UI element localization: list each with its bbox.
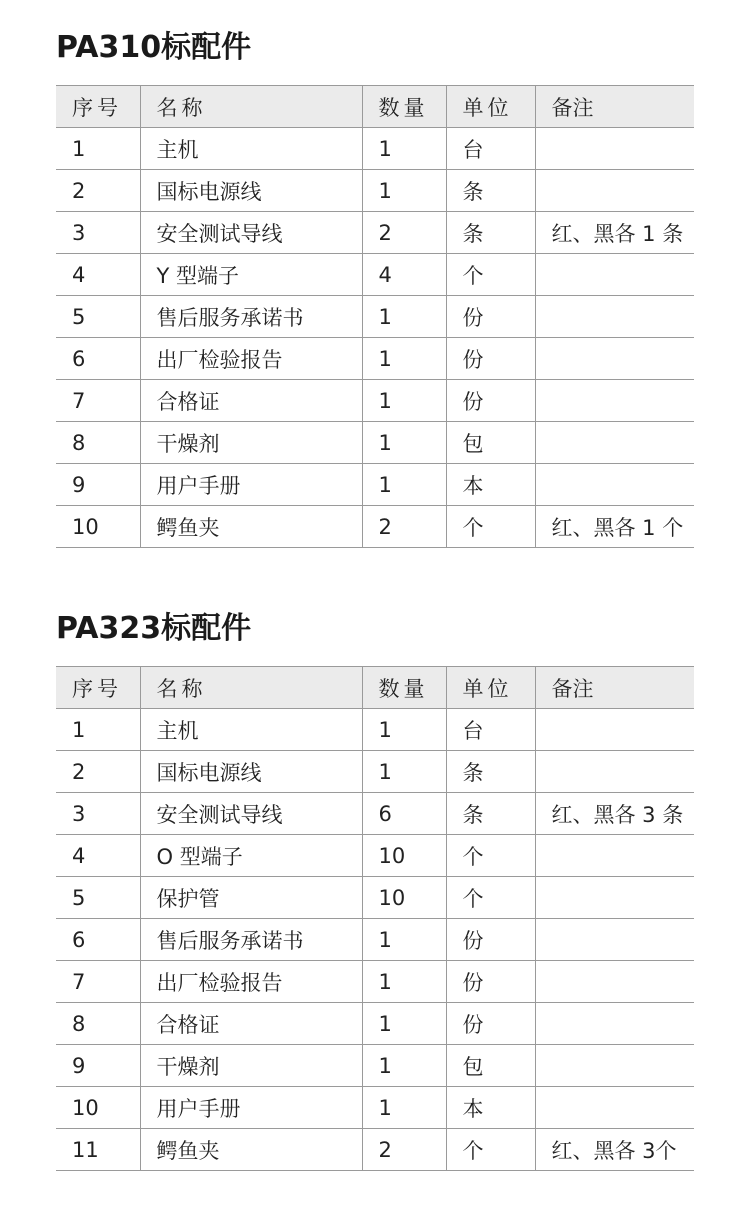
cell-seq: 1 — [56, 709, 140, 751]
accessories-table — [56, 666, 694, 1171]
cell-seq: 1 — [56, 128, 140, 170]
cell-remark — [535, 338, 694, 380]
cell-qty: 1 — [362, 464, 446, 506]
cell-remark — [535, 709, 694, 751]
table-header-row — [56, 667, 694, 709]
cell-seq: 9 — [56, 464, 140, 506]
cell-remark: 红、黑各 3 条 — [535, 793, 694, 835]
cell-qty: 1 — [362, 296, 446, 338]
table-header-row — [56, 86, 694, 128]
table-row — [56, 709, 694, 751]
table-row — [56, 128, 694, 170]
table-row — [56, 170, 694, 212]
cell-seq: 9 — [56, 1045, 140, 1087]
table-row — [56, 1087, 694, 1129]
cell-seq: 5 — [56, 296, 140, 338]
cell-name: 主机 — [140, 128, 362, 170]
table-row — [56, 1129, 694, 1171]
cell-unit: 台 — [446, 709, 535, 751]
table-row — [56, 422, 694, 464]
cell-name: 安全测试导线 — [140, 212, 362, 254]
table-row — [56, 1045, 694, 1087]
cell-remark — [535, 835, 694, 877]
cell-remark — [535, 128, 694, 170]
cell-seq: 10 — [56, 506, 140, 548]
table-row — [56, 835, 694, 877]
cell-qty: 1 — [362, 709, 446, 751]
cell-seq: 10 — [56, 1087, 140, 1129]
header-qty: 数量 — [362, 667, 446, 709]
header-seq: 序号 — [56, 86, 140, 128]
cell-unit: 个 — [446, 835, 535, 877]
cell-seq: 2 — [56, 751, 140, 793]
table-row — [56, 961, 694, 1003]
cell-unit: 份 — [446, 961, 535, 1003]
cell-seq: 6 — [56, 919, 140, 961]
cell-unit: 个 — [446, 506, 535, 548]
cell-name: 合格证 — [140, 380, 362, 422]
cell-qty: 6 — [362, 793, 446, 835]
table-row — [56, 296, 694, 338]
cell-name: 鳄鱼夹 — [140, 506, 362, 548]
cell-seq: 4 — [56, 254, 140, 296]
cell-qty: 10 — [362, 835, 446, 877]
table-row — [56, 212, 694, 254]
cell-remark: 红、黑各 1 条 — [535, 212, 694, 254]
cell-seq: 8 — [56, 422, 140, 464]
cell-seq: 7 — [56, 380, 140, 422]
header-unit: 单位 — [446, 667, 535, 709]
cell-seq: 6 — [56, 338, 140, 380]
cell-qty: 2 — [362, 212, 446, 254]
header-qty: 数量 — [362, 86, 446, 128]
table-row — [56, 338, 694, 380]
header-remark: 备注 — [535, 667, 694, 709]
cell-remark — [535, 254, 694, 296]
cell-unit: 包 — [446, 1045, 535, 1087]
cell-qty: 1 — [362, 1087, 446, 1129]
table-row — [56, 793, 694, 835]
cell-qty: 1 — [362, 919, 446, 961]
cell-name: 鳄鱼夹 — [140, 1129, 362, 1171]
cell-remark — [535, 464, 694, 506]
cell-name: 国标电源线 — [140, 751, 362, 793]
cell-remark: 红、黑各 3个 — [535, 1129, 694, 1171]
cell-unit: 份 — [446, 1003, 535, 1045]
cell-seq: 3 — [56, 212, 140, 254]
cell-qty: 2 — [362, 506, 446, 548]
accessories-table — [56, 85, 694, 548]
cell-remark — [535, 1087, 694, 1129]
cell-name: 用户手册 — [140, 1087, 362, 1129]
cell-name: 安全测试导线 — [140, 793, 362, 835]
cell-name: 出厂检验报告 — [140, 338, 362, 380]
cell-seq: 2 — [56, 170, 140, 212]
table-row — [56, 464, 694, 506]
cell-unit: 条 — [446, 212, 535, 254]
cell-unit: 条 — [446, 751, 535, 793]
cell-name: 干燥剂 — [140, 422, 362, 464]
pa323-accessories-section — [56, 609, 694, 1171]
cell-qty: 10 — [362, 877, 446, 919]
cell-remark — [535, 296, 694, 338]
cell-unit: 份 — [446, 338, 535, 380]
cell-name: 主机 — [140, 709, 362, 751]
cell-remark — [535, 1045, 694, 1087]
cell-qty: 1 — [362, 128, 446, 170]
cell-remark — [535, 877, 694, 919]
cell-name: 出厂检验报告 — [140, 961, 362, 1003]
cell-seq: 11 — [56, 1129, 140, 1171]
cell-unit: 条 — [446, 170, 535, 212]
table-row — [56, 751, 694, 793]
cell-remark — [535, 961, 694, 1003]
cell-qty: 1 — [362, 961, 446, 1003]
cell-unit: 个 — [446, 1129, 535, 1171]
cell-remark — [535, 919, 694, 961]
header-unit: 单位 — [446, 86, 535, 128]
cell-name: O 型端子 — [140, 835, 362, 877]
cell-unit: 份 — [446, 380, 535, 422]
cell-qty: 4 — [362, 254, 446, 296]
cell-remark — [535, 422, 694, 464]
cell-name: Y 型端子 — [140, 254, 362, 296]
cell-qty: 1 — [362, 1003, 446, 1045]
cell-remark: 红、黑各 1 个 — [535, 506, 694, 548]
cell-remark — [535, 380, 694, 422]
header-seq: 序号 — [56, 667, 140, 709]
cell-unit: 本 — [446, 1087, 535, 1129]
cell-unit: 份 — [446, 919, 535, 961]
cell-name: 售后服务承诺书 — [140, 919, 362, 961]
cell-unit: 份 — [446, 296, 535, 338]
cell-qty: 1 — [362, 751, 446, 793]
table-row — [56, 919, 694, 961]
cell-remark — [535, 170, 694, 212]
cell-remark — [535, 1003, 694, 1045]
table-row — [56, 380, 694, 422]
table-row — [56, 1003, 694, 1045]
cell-name: 合格证 — [140, 1003, 362, 1045]
cell-name: 干燥剂 — [140, 1045, 362, 1087]
cell-unit: 台 — [446, 128, 535, 170]
cell-name: 保护管 — [140, 877, 362, 919]
table-row — [56, 506, 694, 548]
cell-remark — [535, 751, 694, 793]
section-title: PA323标配件 — [56, 611, 252, 646]
cell-seq: 7 — [56, 961, 140, 1003]
cell-name: 用户手册 — [140, 464, 362, 506]
cell-seq: 4 — [56, 835, 140, 877]
cell-unit: 包 — [446, 422, 535, 464]
header-remark: 备注 — [535, 86, 694, 128]
cell-unit: 个 — [446, 877, 535, 919]
cell-seq: 5 — [56, 877, 140, 919]
cell-qty: 1 — [362, 380, 446, 422]
cell-name: 国标电源线 — [140, 170, 362, 212]
cell-unit: 本 — [446, 464, 535, 506]
header-name: 名称 — [140, 86, 362, 128]
table-row — [56, 254, 694, 296]
cell-name: 售后服务承诺书 — [140, 296, 362, 338]
cell-qty: 1 — [362, 170, 446, 212]
cell-qty: 1 — [362, 422, 446, 464]
cell-seq: 8 — [56, 1003, 140, 1045]
cell-qty: 2 — [362, 1129, 446, 1171]
cell-qty: 1 — [362, 338, 446, 380]
cell-qty: 1 — [362, 1045, 446, 1087]
section-title: PA310标配件 — [56, 30, 252, 65]
header-name: 名称 — [140, 667, 362, 709]
pa310-accessories-section — [56, 28, 694, 548]
cell-unit: 条 — [446, 793, 535, 835]
table-row — [56, 877, 694, 919]
cell-seq: 3 — [56, 793, 140, 835]
cell-unit: 个 — [446, 254, 535, 296]
